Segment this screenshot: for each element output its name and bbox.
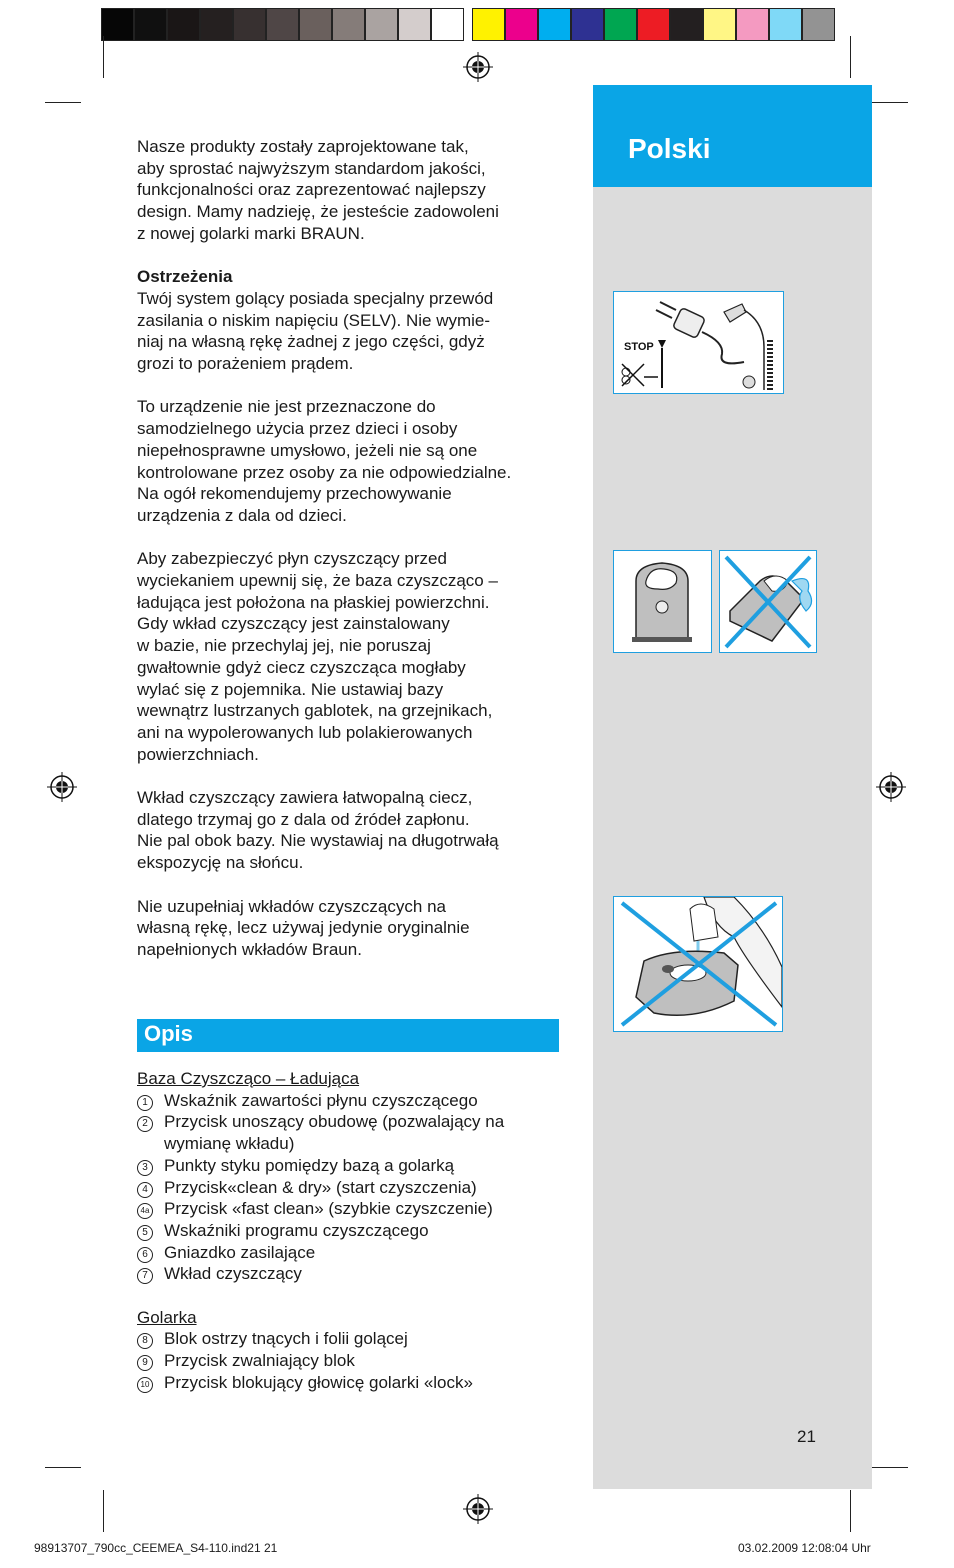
- text-line: wyciekaniem upewnij się, że baza czyszcząco –: [137, 571, 498, 591]
- refill-forbidden-icon: [614, 897, 782, 1031]
- list-item: [137, 1111, 567, 1154]
- item-number-icon: 1: [137, 1090, 164, 1112]
- footer-timestamp: 03.02.2009 12:08:04 Uhr: [738, 1541, 871, 1555]
- list-item: [137, 1220, 567, 1242]
- text-line: wylać się z pojemnika. Nie ustawiaj bazy: [137, 679, 444, 699]
- list-item: [137, 1198, 567, 1220]
- color-swatch: [233, 8, 266, 41]
- item-number-icon: 8: [137, 1328, 164, 1350]
- illustration-refill-forbidden: [613, 896, 783, 1032]
- item-text: Przycisk«clean & dry» (start czyszczenia): [164, 1177, 477, 1197]
- section-header-bar: [137, 1019, 559, 1052]
- item-text: Punkty styku pomiędzy bazą a golarką: [164, 1155, 455, 1175]
- color-swatch: [365, 8, 398, 41]
- main-text-column: [137, 136, 562, 982]
- crop-mark: [103, 1490, 104, 1532]
- color-swatch: [769, 8, 802, 41]
- text-line: Nie pal obok bazy. Nie wystawiaj na długotrwałą: [137, 831, 499, 851]
- crop-mark: [45, 1467, 81, 1468]
- color-swatch: [703, 8, 736, 41]
- item-number-icon: 9: [137, 1350, 164, 1372]
- registration-mark-icon: [463, 1494, 493, 1524]
- color-swatch: [266, 8, 299, 41]
- cleaning-base-icon: [614, 551, 711, 652]
- text-line: urządzenia z dala od dzieci.: [137, 505, 347, 525]
- item-number-icon: 4a: [137, 1198, 164, 1220]
- registration-mark-icon: [463, 52, 493, 82]
- list-item: [137, 1155, 567, 1177]
- item-text: Blok ostrzy tnących i folii golącej: [164, 1329, 408, 1349]
- list-item: [137, 1350, 567, 1372]
- text-line: Gdy wkład czyszczący jest zainstalowany: [137, 614, 450, 634]
- list-item: [137, 1242, 567, 1264]
- list-item: [137, 1372, 567, 1394]
- text-line: Aby zabezpieczyć płyn czyszczący przed: [137, 549, 447, 569]
- crop-mark: [45, 102, 81, 103]
- crop-mark: [103, 36, 104, 78]
- color-swatch: [134, 8, 167, 41]
- section-title: Opis: [144, 1021, 193, 1046]
- text-line: samodzielnego użycia przez dzieci i osoby: [137, 419, 458, 439]
- item-text: Przycisk «fast clean» (szybkie czyszczenie): [164, 1199, 493, 1219]
- warning-paragraph-1: [137, 288, 562, 375]
- item-text: Wkład czyszczący: [164, 1264, 302, 1284]
- color-swatch: [505, 8, 538, 41]
- intro-paragraph: [137, 136, 562, 245]
- item-text: Przycisk blokujący głowicę golarki «lock»: [164, 1372, 473, 1392]
- text-line: powierzchniach.: [137, 744, 259, 764]
- text-line: funkcjonalności oraz zaprezentować najlepszy: [137, 180, 486, 200]
- warning-paragraph-4: [137, 787, 562, 874]
- text-line: w bazie, nie przechylaj jej, nie poruszaj: [137, 636, 431, 656]
- text-line: napełnionych wkładów Braun.: [137, 939, 362, 959]
- item-number-icon: 7: [137, 1263, 164, 1285]
- illustration-base-tilted-forbidden: [719, 550, 817, 653]
- footer-file-info: 98913707_790cc_CEEMEA_S4-110.ind21 21: [34, 1541, 278, 1555]
- text-line: To urządzenie nie jest przeznaczone do: [137, 397, 436, 417]
- item-text: Przycisk zwalniający blok: [164, 1351, 355, 1371]
- stop-label: STOP: [624, 341, 654, 353]
- item-number-icon: 4: [137, 1177, 164, 1199]
- text-line: ekspozycję na słońcu.: [137, 853, 304, 873]
- text-line: Wkład czyszczący zawiera łatwopalną ciecz,: [137, 788, 473, 808]
- item-number-icon: 6: [137, 1242, 164, 1264]
- color-swatch: [670, 8, 703, 41]
- text-line: zasilania o niskim napięciu (SELV). Nie wymie-: [137, 310, 491, 330]
- color-swatch: [431, 8, 464, 41]
- text-line: wewnątrz lustrzanych gablotek, na grzejnikach,: [137, 701, 493, 721]
- warning-paragraph-3: [137, 548, 562, 765]
- text-line: gwałtownie gdyż ciecz czyszcząca mogłaby: [137, 657, 466, 677]
- text-line: Na ogół rekomendujemy przechowywanie: [137, 484, 452, 504]
- crop-mark: [872, 1467, 908, 1468]
- text-line: ładująca jest położona na płaskiej powierzchni.: [137, 592, 490, 612]
- list-item: [137, 1177, 567, 1199]
- color-swatch: [332, 8, 365, 41]
- registration-mark-icon: [876, 772, 906, 802]
- color-swatch: [571, 8, 604, 41]
- crop-mark: [872, 102, 908, 103]
- list-item: [137, 1263, 567, 1285]
- crop-mark: [850, 36, 851, 78]
- color-swatch: [101, 8, 134, 41]
- crop-mark: [850, 1490, 851, 1532]
- warning-paragraph-2: [137, 396, 562, 526]
- color-swatch: [538, 8, 571, 41]
- text-line: kontrolowane przez osoby za nie odpowiedzialne.: [137, 462, 512, 482]
- color-swatch: [200, 8, 233, 41]
- list-item: [137, 1090, 567, 1112]
- text-line: niepełnosprawne umysłowo, jeżeli nie są one: [137, 440, 478, 460]
- text-line: dlatego trzymaj go z dala od źródeł zapłonu.: [137, 809, 470, 829]
- text-line: niaj na własną rękę żadnej z jego części, gdyż: [137, 332, 485, 352]
- text-line: Nasze produkty zostały zaprojektowane tak,: [137, 137, 469, 156]
- list-item: [137, 1328, 567, 1350]
- item-number-icon: 2: [137, 1111, 164, 1154]
- warning-paragraph-5: [137, 896, 562, 961]
- text-line: ani na wypolerowanych lub polakierowanych: [137, 722, 473, 742]
- illustration-power-cord: [613, 291, 784, 394]
- color-calibration-bar: [101, 8, 835, 41]
- color-swatch: [472, 8, 505, 41]
- item-number-icon: 10: [137, 1372, 164, 1394]
- description-list: [137, 1068, 567, 1394]
- power-cord-icon: [614, 292, 783, 393]
- item-text: Wskaźniki programu czyszczącego: [164, 1220, 429, 1240]
- registration-mark-icon: [47, 772, 77, 802]
- shaver-heading: Golarka: [137, 1307, 197, 1327]
- text-line: własną rękę, lecz używaj jedynie oryginalnie: [137, 918, 470, 938]
- text-line: Twój system golący posiada specjalny przewód: [137, 288, 494, 308]
- item-number-icon: 3: [137, 1155, 164, 1177]
- illustration-base-flat: [613, 550, 712, 653]
- base-heading: Baza Czyszcząco – Ładująca: [137, 1069, 360, 1088]
- language-title: Polski: [628, 133, 711, 164]
- color-swatch: [604, 8, 637, 41]
- color-swatch: [398, 8, 431, 41]
- item-text: Wskaźnik zawartości płynu czyszczącego: [164, 1090, 478, 1110]
- item-text: Gniazdko zasilające: [164, 1242, 316, 1262]
- text-line: aby sprostać najwyższym standardom jakości,: [137, 158, 486, 178]
- text-line: Nie uzupełniaj wkładów czyszczących na: [137, 896, 446, 916]
- color-swatch: [299, 8, 332, 41]
- text-line: grozi to porażeniem prądem.: [137, 354, 354, 374]
- item-text: Przycisk unoszący obudowę (pozwalający na wymianę wkładu): [164, 1112, 505, 1154]
- color-swatch: [736, 8, 769, 41]
- color-swatch: [637, 8, 670, 41]
- color-swatch: [802, 8, 835, 41]
- page-number: 21: [797, 1427, 816, 1446]
- tilted-base-forbidden-icon: [720, 551, 816, 652]
- item-number-icon: 5: [137, 1220, 164, 1242]
- color-swatch: [167, 8, 200, 41]
- warnings-heading: Ostrzeżenia: [137, 267, 233, 287]
- text-line: design. Mamy nadzieję, że jesteście zadowoleni: [137, 202, 499, 222]
- text-line: z nowej golarki marki BRAUN.: [137, 223, 365, 243]
